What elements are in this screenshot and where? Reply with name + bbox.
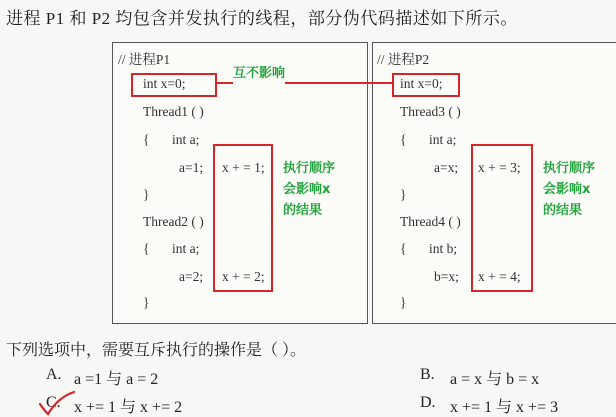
annotation-no-effect: 互不影响	[233, 63, 285, 84]
p1-stmt-a2: a=2;	[179, 269, 204, 284]
p1-stmt-x1: x + = 1;	[222, 160, 265, 175]
p2-stmt-ax: a=x;	[434, 160, 459, 175]
option-d-letter: D.	[420, 394, 436, 411]
p1-stmt-x2: x + = 2;	[222, 269, 265, 284]
option-b-letter: B.	[420, 366, 435, 383]
p2-brace-close3: }	[400, 187, 407, 202]
annotation-order-right	[543, 158, 595, 221]
p1-int-a: int a;	[172, 132, 200, 147]
option-b-text: a = x 与 b = x	[450, 371, 540, 388]
question-text: 下列选项中，需要互斥执行的操作是（ ）。	[6, 342, 307, 359]
p1-brace-close2: }	[143, 295, 150, 310]
annotation-order-left-line3: 的结果	[283, 203, 323, 218]
p2-brace-close4: }	[400, 295, 407, 310]
option-a-text: a =1 与 a = 2	[74, 371, 159, 388]
p1-thread2: Thread2 ( )	[143, 214, 204, 229]
p1-thread1: Thread1 ( )	[143, 104, 204, 119]
p2-int-a: int a;	[429, 132, 457, 147]
p1-stmt-a1: a=1;	[179, 160, 204, 175]
checkmark-icon	[36, 390, 78, 417]
annotation-order-right-line2: 会影响x	[543, 182, 591, 197]
annotation-order-right-line3: 的结果	[543, 203, 583, 218]
p1-int-a2: int a;	[172, 241, 200, 256]
p1-decl: int x=0;	[143, 76, 186, 91]
option-c-text: x += 1 与 x += 2	[74, 399, 183, 416]
p2-brace-open4: {	[400, 241, 407, 256]
p1-brace-close1: }	[143, 187, 150, 202]
p2-thread4: Thread4 ( )	[400, 214, 461, 229]
p1-brace-open1: {	[143, 132, 150, 147]
annotation-order-right-line1: 执行顺序	[543, 161, 596, 176]
option-c-letter: C.	[46, 394, 61, 411]
p1-brace-open2: {	[143, 241, 150, 256]
p2-brace-open3: {	[400, 132, 407, 147]
intro-text: 进程 P1 和 P2 均包含并发执行的线程，部分伪代码描述如下所示。	[6, 9, 518, 28]
p2-stmt-x4: x + = 4;	[478, 269, 521, 284]
annotation-order-left	[283, 158, 335, 221]
p2-decl: int x=0;	[400, 76, 443, 91]
p2-thread3: Thread3 ( )	[400, 104, 461, 119]
annotation-order-left-line2: 会影响x	[283, 182, 331, 197]
p1-header: // 进程P1	[118, 52, 171, 67]
p1-x-ops-highlight	[213, 144, 273, 292]
annotation-order-left-line1: 执行顺序	[283, 161, 336, 176]
p2-x-ops-highlight	[471, 144, 533, 292]
p2-stmt-bx: b=x;	[434, 269, 459, 284]
option-a-letter: A.	[46, 366, 62, 383]
option-d-text: x += 1 与 x += 3	[450, 399, 559, 416]
p2-stmt-x3: x + = 3;	[478, 160, 521, 175]
p2-header: // 进程P2	[377, 52, 430, 67]
p2-int-b: int b;	[429, 241, 458, 256]
